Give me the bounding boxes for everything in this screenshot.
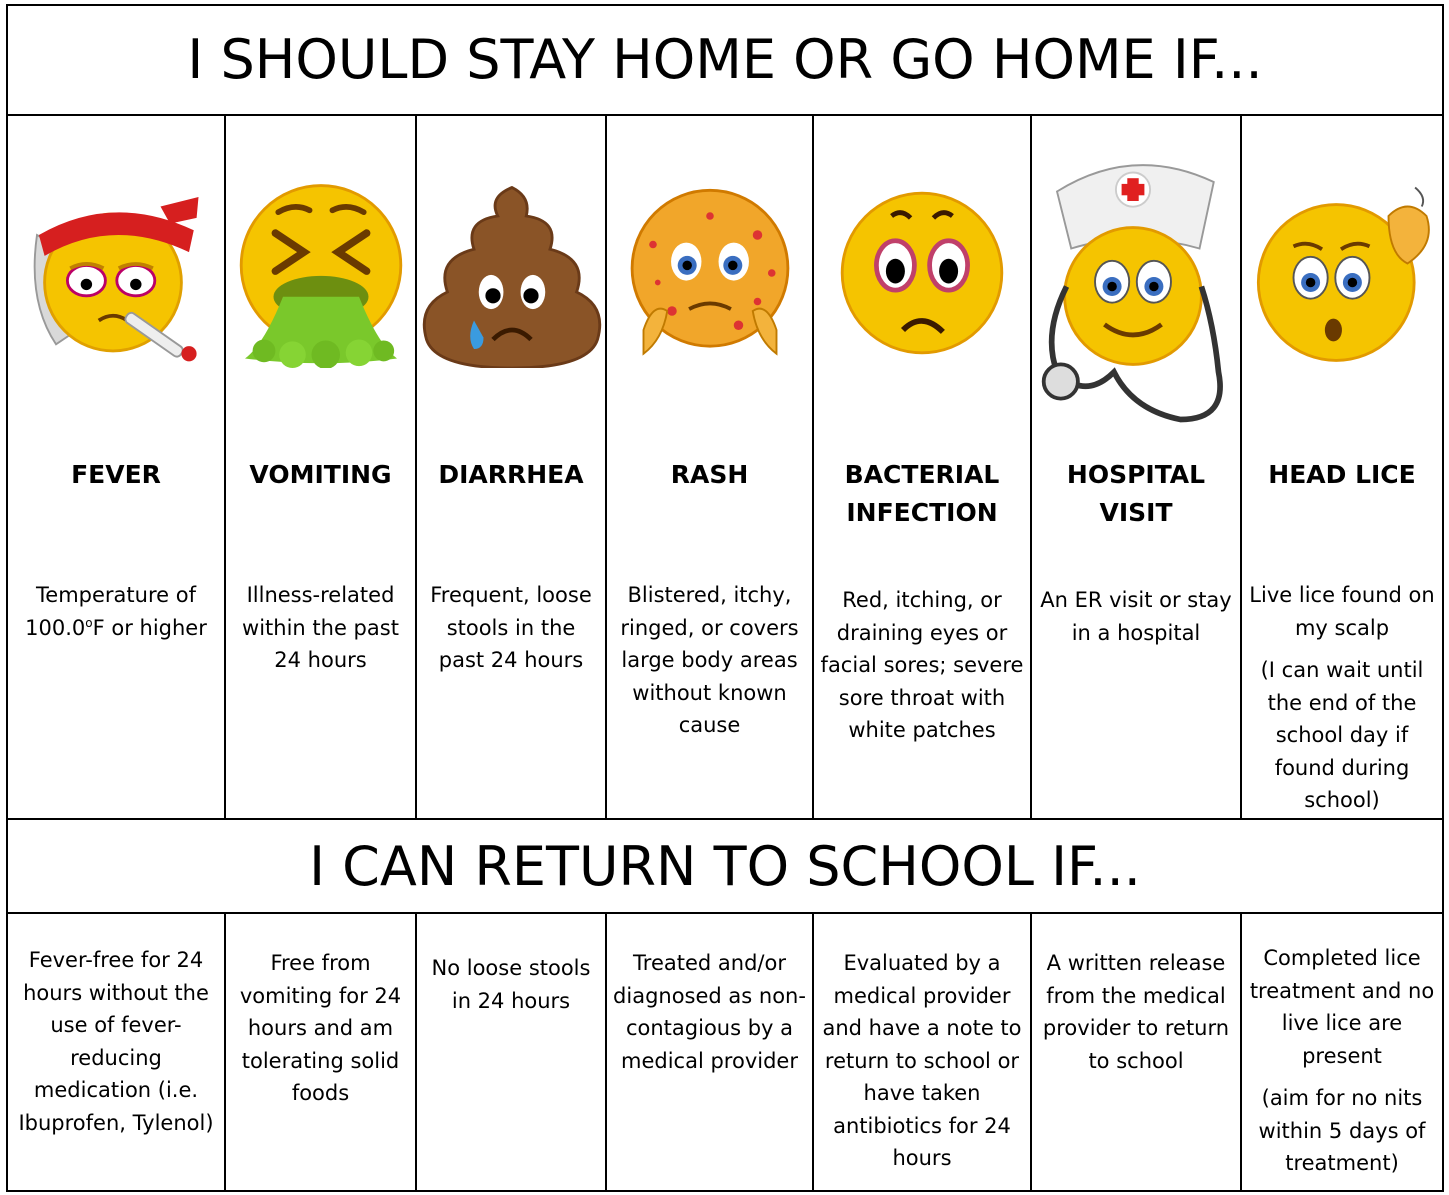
return-hospital-visit-cell: [1032, 914, 1240, 1192]
nurse-stethoscope-face-icon: [1038, 146, 1228, 446]
column-diarrhea: [417, 116, 605, 818]
column-head-lice: [1242, 116, 1442, 818]
desc-vomiting: Illness-related within the past 24 hours: [242, 583, 399, 672]
label-bacterial-infection: BACTERIAL INFECTION: [844, 460, 1000, 527]
return-bacterial-infection-cell: [814, 914, 1030, 1192]
return-diarrhea: No loose stools in 24 hours: [431, 956, 591, 1013]
label-head-lice: HEAD LICE: [1268, 460, 1416, 489]
return-fever: Fever-free for 24 hours without the use of fever-reducing medication (i.e. Ibuprofen, Tylenol): [18, 948, 214, 1135]
desc-head-lice-note: (I can wait until the end of the school day if found during school): [1260, 658, 1424, 812]
label-rash: RASH: [670, 460, 749, 489]
return-fever-cell: [8, 914, 224, 1192]
return-head-lice-note: (aim for no nits within 5 days of treatment): [1258, 1086, 1426, 1175]
return-rash: Treated and/or diagnosed as non-contagious by a medical provider: [613, 951, 806, 1073]
column-bacterial-infection: [814, 116, 1030, 818]
rash-face-icon: [615, 178, 805, 368]
document-sheet: [6, 4, 1444, 1192]
label-diarrhea: DIARRHEA: [438, 460, 584, 489]
desc-bacterial-infection: Red, itching, or draining eyes or facial sores; severe sore throat with white patches: [820, 588, 1024, 742]
label-fever: FEVER: [71, 460, 161, 489]
return-diarrhea-cell: [417, 914, 605, 1192]
sick-fever-face-icon: [18, 178, 208, 368]
desc-fever: Temperature of 100.0$^o$F or higher: [25, 583, 207, 640]
return-head-lice: Completed lice treatment and no live lice are present (aim for no nits within 5 days of treatment): [1246, 942, 1438, 1180]
return-hospital-visit: A written release from the medical provider to return to school: [1042, 951, 1230, 1073]
label-hospital-visit: HOSPITAL VISIT: [1066, 460, 1206, 527]
return-vomiting: Free from vomiting for 24 hours and am tolerating solid foods: [239, 951, 402, 1105]
desc-hospital-visit: An ER visit or stay in a hospital: [1040, 588, 1232, 645]
infected-eyes-face-icon: [827, 178, 1017, 368]
label-vomiting: VOMITING: [249, 460, 392, 489]
column-fever: [8, 116, 224, 818]
return-bacterial-infection: Evaluated by a medical provider and have a note to return to school or have taken antibiotics for 24 hours: [822, 951, 1022, 1170]
return-head-lice-cell: [1242, 914, 1442, 1192]
sad-poop-icon: [417, 178, 607, 368]
desc-diarrhea: Frequent, loose stools in the past 24 hours: [430, 583, 592, 672]
column-hospital-visit: [1032, 116, 1240, 818]
return-vomiting-cell: [226, 914, 415, 1192]
desc-head-lice: Live lice found on my scalp (I can wait until the end of the school day if found during school): [1246, 579, 1438, 817]
return-rash-cell: [607, 914, 812, 1192]
scratching-head-face-icon: [1246, 178, 1436, 368]
vomiting-face-icon: [226, 178, 416, 368]
desc-rash: Blistered, itchy, ringed, or covers large body areas without known cause: [620, 583, 799, 737]
return-to-school-heading: I CAN RETURN TO SCHOOL IF...: [8, 818, 1442, 914]
stay-home-heading: I SHOULD STAY HOME OR GO HOME IF...: [8, 6, 1442, 116]
column-vomiting: [226, 116, 415, 818]
column-rash: [607, 116, 812, 818]
